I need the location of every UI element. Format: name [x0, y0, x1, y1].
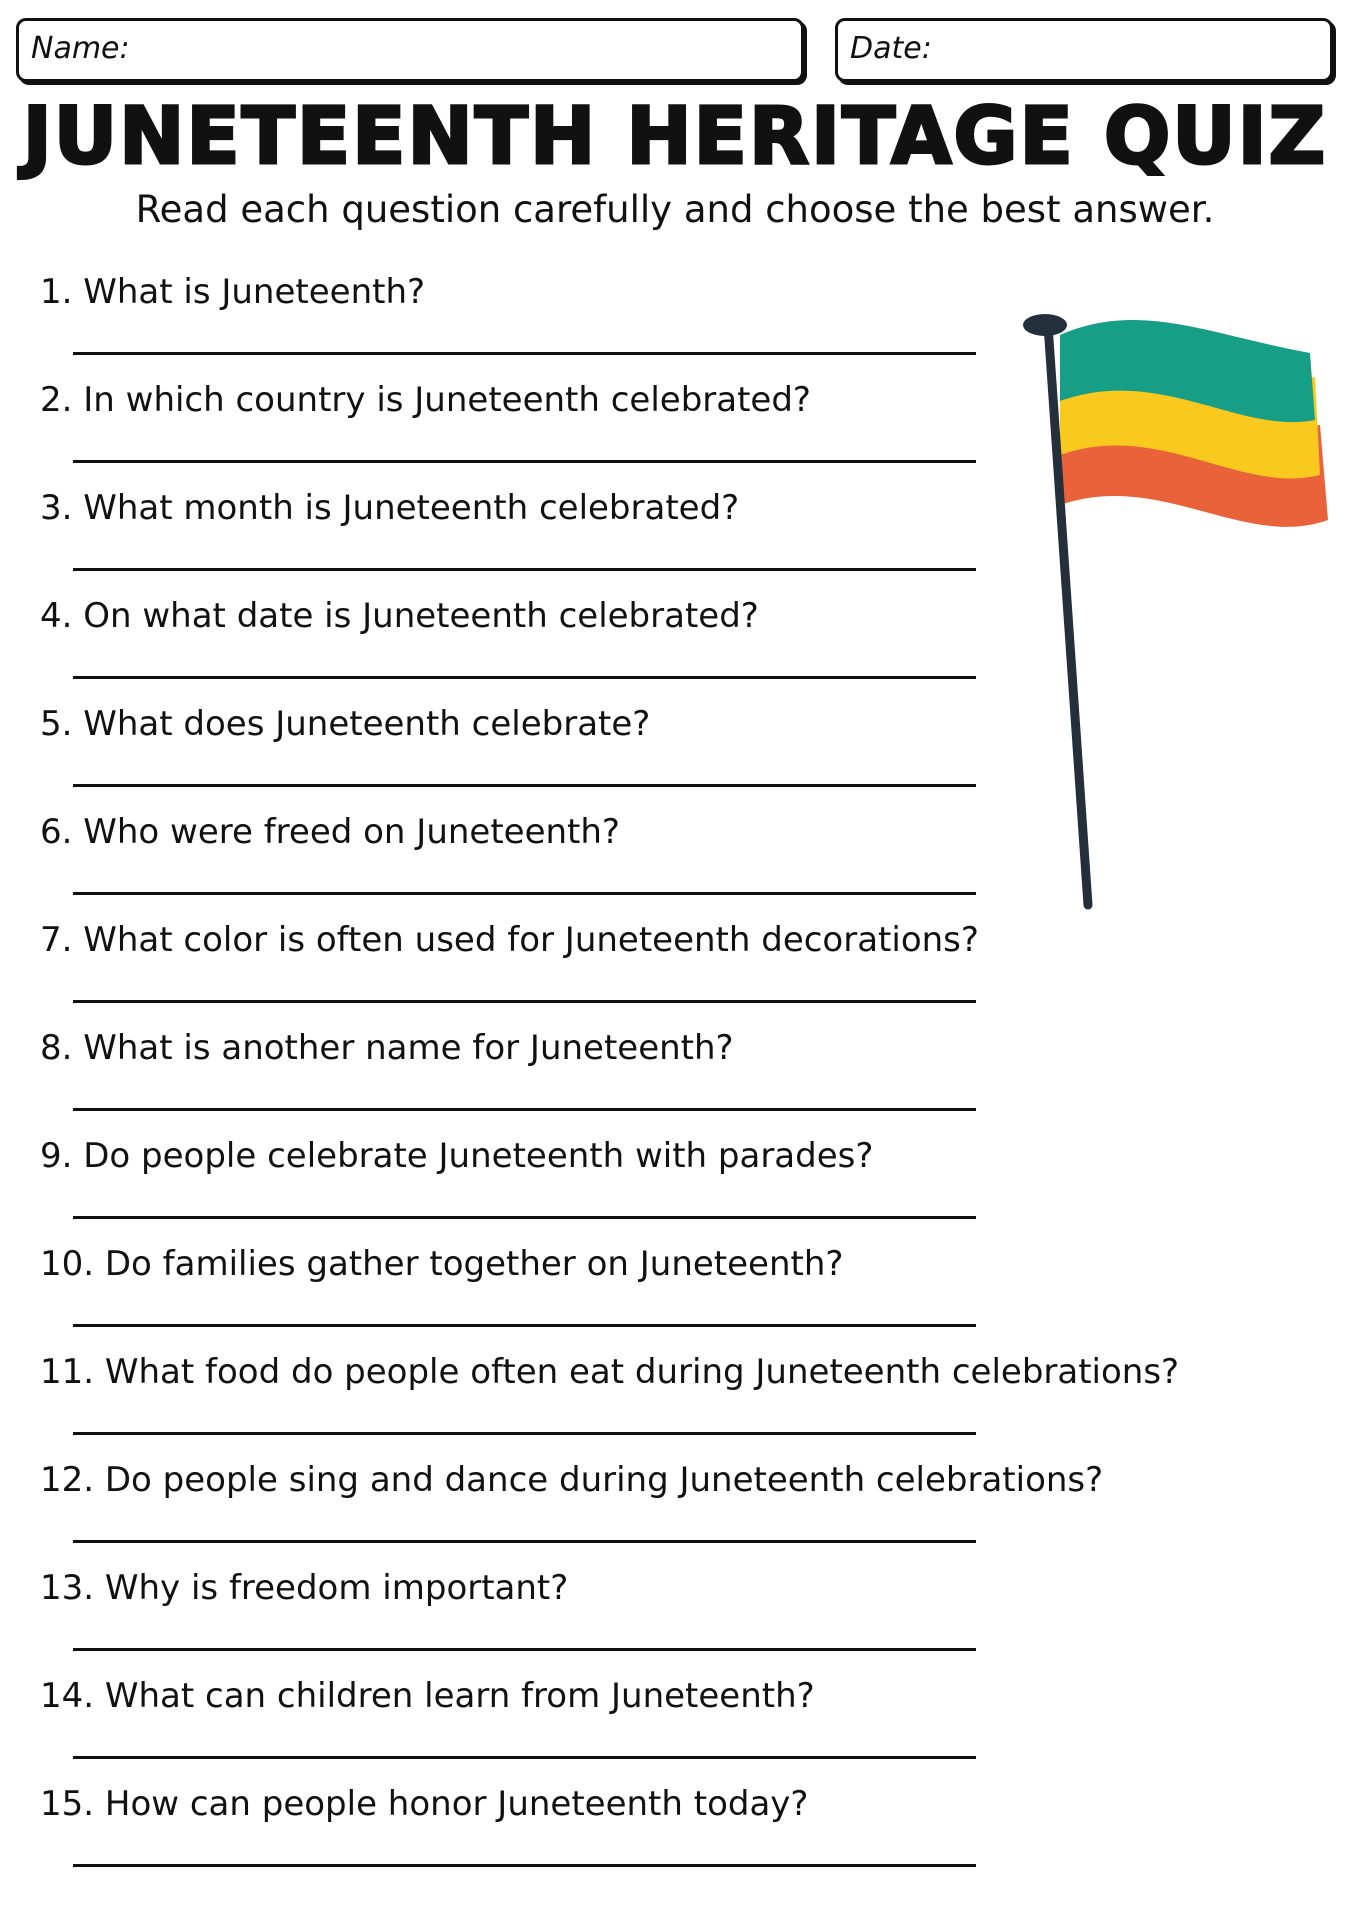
answer-line[interactable] [73, 784, 976, 787]
question-text: 14. What can children learn from Juneteenth? [40, 1676, 815, 1716]
question-text: 15. How can people honor Juneteenth today? [40, 1784, 809, 1824]
flag-icon [1010, 305, 1340, 910]
answer-line[interactable] [73, 460, 976, 463]
answer-line[interactable] [73, 1108, 976, 1111]
question-text: 2. In which country is Juneteenth celebrated? [40, 380, 811, 420]
answer-line[interactable] [73, 1648, 976, 1651]
question-text: 3. What month is Juneteenth celebrated? [40, 488, 740, 528]
answer-line[interactable] [73, 1216, 976, 1219]
question-text: 8. What is another name for Juneteenth? [40, 1028, 734, 1068]
answer-line[interactable] [73, 568, 976, 571]
answer-line[interactable] [73, 1324, 976, 1327]
instructions: Read each question carefully and choose the best answer. [135, 188, 1215, 231]
date-field[interactable] [835, 18, 1333, 82]
name-label: Name: [31, 31, 130, 66]
flag-pole-top [1023, 314, 1067, 336]
answer-line[interactable] [73, 892, 976, 895]
question-text: 1. What is Juneteenth? [40, 272, 426, 312]
answer-line[interactable] [73, 676, 976, 679]
answer-line[interactable] [73, 1756, 976, 1759]
question-text: 4. On what date is Juneteenth celebrated? [40, 596, 759, 636]
question-text: 7. What color is often used for Juneteenth decorations? [40, 920, 979, 960]
question-text: 5. What does Juneteenth celebrate? [40, 704, 651, 744]
page-title: JUNETEENTH HERITAGE QUIZ [22, 92, 1328, 182]
answer-line[interactable] [73, 352, 976, 355]
answer-line[interactable] [73, 1432, 976, 1435]
question-text: 12. Do people sing and dance during Juneteenth celebrations? [40, 1460, 1104, 1500]
question-text: 13. Why is freedom important? [40, 1568, 569, 1608]
answer-line[interactable] [73, 1000, 976, 1003]
question-text: 11. What food do people often eat during Juneteenth celebrations? [40, 1352, 1180, 1392]
question-text: 9. Do people celebrate Juneteenth with parades? [40, 1136, 874, 1176]
answer-line[interactable] [73, 1864, 976, 1867]
name-field[interactable] [16, 18, 804, 82]
date-label: Date: [850, 31, 932, 66]
question-text: 6. Who were freed on Juneteenth? [40, 812, 620, 852]
question-text: 10. Do families gather together on Juneteenth? [40, 1244, 844, 1284]
answer-line[interactable] [73, 1540, 976, 1543]
